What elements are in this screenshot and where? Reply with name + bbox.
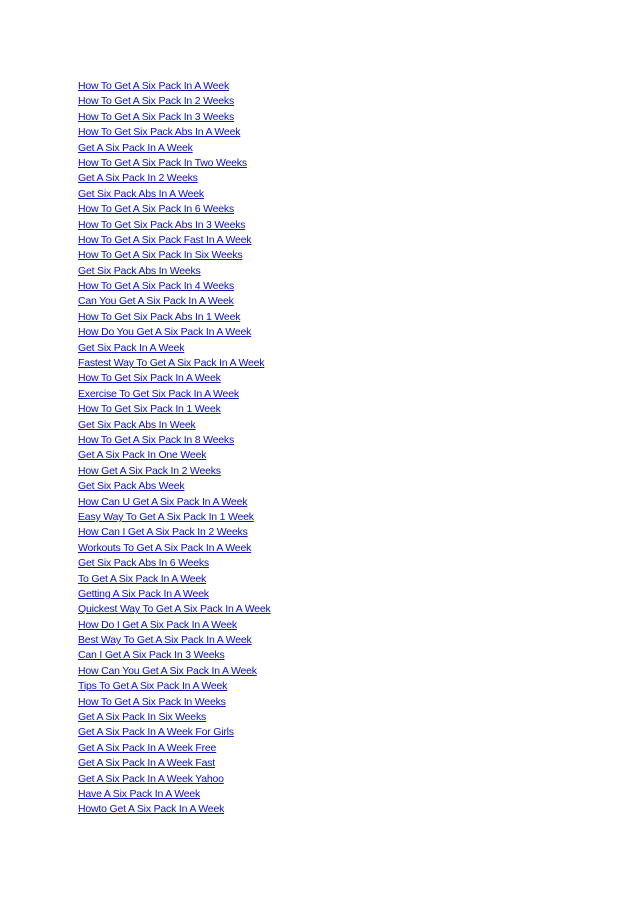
list-item [78,262,271,277]
link[interactable]: Tips To Get A Six Pack In A Week [78,680,228,693]
link[interactable]: Get A Six Pack In A Week Fast [78,757,215,770]
list-item [78,570,271,585]
link[interactable]: Get A Six Pack In A Week Free [78,741,217,754]
list-item [78,477,271,492]
link[interactable]: Get Six Pack In A Week [78,341,185,354]
list-item [78,123,271,138]
list-item [78,108,271,123]
link[interactable]: How To Get A Six Pack In Six Weeks [78,249,243,262]
list-item [78,369,271,384]
link[interactable]: Best Way To Get A Six Pack In A Week [78,634,252,647]
list-item [78,246,271,261]
list-item [78,662,271,677]
list-item [78,154,271,169]
list-item [78,323,271,338]
list-item [78,308,271,323]
list-item [78,462,271,477]
list-item [78,693,271,708]
list-item [78,139,271,154]
list-item [78,92,271,107]
link[interactable]: Get A Six Pack In One Week [78,449,207,462]
link[interactable]: How To Get Six Pack In A Week [78,372,221,385]
link[interactable]: Easy Way To Get A Six Pack In 1 Week [78,510,254,523]
list-item [78,169,271,184]
link[interactable]: How To Get A Six Pack In 6 Weeks [78,203,235,216]
list-item [78,539,271,554]
list-item [78,600,271,615]
list-item [78,446,271,461]
list-item [78,646,271,661]
list-item [78,416,271,431]
link[interactable]: How Do You Get A Six Pack In A Week [78,326,252,339]
list-item [78,292,271,307]
list-item [78,493,271,508]
list-item [78,231,271,246]
list-item [78,616,271,631]
link[interactable]: How To Get A Six Pack In A Week [78,80,229,92]
link[interactable]: How To Get A Six Pack Fast In A Week [78,233,252,246]
list-item [78,754,271,769]
link-list [78,77,271,816]
list-item [78,739,271,754]
link[interactable]: How To Get Six Pack In 1 Week [78,403,221,416]
list-item [78,216,271,231]
list-item [78,200,271,215]
list-item [78,431,271,446]
link[interactable]: Can I Get A Six Pack In 3 Weeks [78,649,225,662]
link[interactable]: Can You Get A Six Pack In A Week [78,295,234,308]
list-item [78,400,271,415]
list-item [78,508,271,523]
list-item [78,800,271,815]
list-item [78,585,271,600]
link[interactable]: How To Get A Six Pack In 8 Weeks [78,433,235,446]
list-item [78,339,271,354]
list-item [78,677,271,692]
link[interactable]: How To Get A Six Pack In 2 Weeks [78,95,235,108]
list-item [78,277,271,292]
list-item [78,185,271,200]
link[interactable]: Quickest Way To Get A Six Pack In A Week [78,603,271,616]
link[interactable]: How To Get A Six Pack In Two Weeks [78,156,247,169]
link[interactable]: Exercise To Get Six Pack In A Week [78,387,239,400]
link[interactable]: Have A Six Pack In A Week [78,787,201,800]
list-item [78,77,271,92]
link[interactable]: How Get A Six Pack In 2 Weeks [78,464,221,477]
list-item [78,523,271,538]
list-item [78,708,271,723]
link[interactable]: Getting A Six Pack In A Week [78,587,209,600]
link[interactable]: Howto Get A Six Pack In A Week [78,803,225,816]
link[interactable]: How To Get A Six Pack In 3 Weeks [78,110,235,123]
link[interactable]: How Do I Get A Six Pack In A Week [78,618,237,631]
link[interactable]: To Get A Six Pack In A Week [78,572,207,585]
link[interactable]: How Can I Get A Six Pack In 2 Weeks [78,526,248,539]
link[interactable]: Get A Six Pack In Six Weeks [78,711,207,724]
link[interactable]: Get A Six Pack In A Week Yahoo [78,772,224,785]
link[interactable]: How Can You Get A Six Pack In A Week [78,664,257,677]
list-item [78,385,271,400]
link[interactable]: Get A Six Pack In A Week For Girls [78,726,234,739]
link[interactable]: How To Get A Six Pack In 4 Weeks [78,280,235,293]
link[interactable]: Workouts To Get A Six Pack In A Week [78,541,252,554]
link[interactable]: Get Six Pack Abs In 6 Weeks [78,557,209,570]
list-item [78,354,271,369]
link[interactable]: How To Get A Six Pack In Weeks [78,695,226,708]
link[interactable]: Get Six Pack Abs In A Week [78,187,204,200]
list-item [78,554,271,569]
list-item [78,785,271,800]
list-item [78,770,271,785]
link[interactable]: Get Six Pack Abs In Week [78,418,196,431]
link[interactable]: Get Six Pack Abs Week [78,480,185,493]
link[interactable]: Get A Six Pack In A Week [78,141,193,154]
link[interactable]: How To Get Six Pack Abs In 1 Week [78,310,241,323]
link[interactable]: How To Get Six Pack Abs In 3 Weeks [78,218,246,231]
link[interactable]: Fastest Way To Get A Six Pack In A Week [78,357,265,370]
link[interactable]: How To Get Six Pack Abs In A Week [78,126,241,139]
link[interactable]: Get A Six Pack In 2 Weeks [78,172,198,185]
list-item [78,723,271,738]
link[interactable]: Get Six Pack Abs In Weeks [78,264,201,277]
list-item [78,631,271,646]
link[interactable]: How Can U Get A Six Pack In A Week [78,495,248,508]
